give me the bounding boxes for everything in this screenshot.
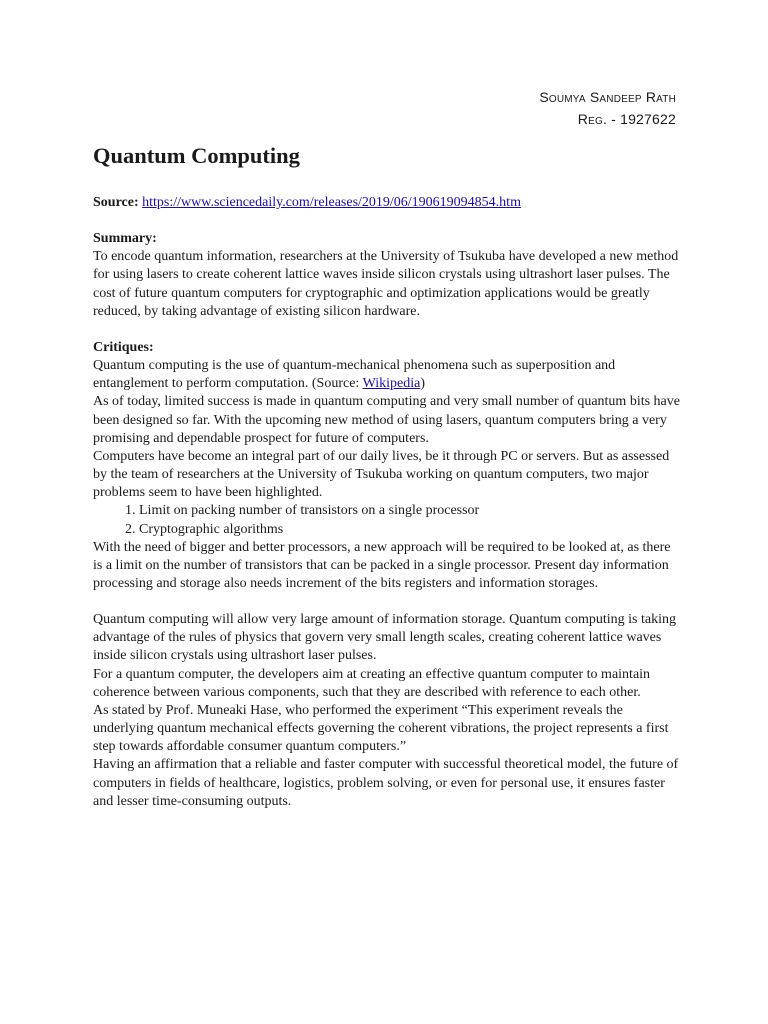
critiques-paragraph-3: Computers have become an integral part of our daily lives, be it through PC or servers. But as assessed by the team of researchers at the University of Tsukuba working on quantum computers, two major problems seem to have been highlighted. xyxy=(93,448,670,501)
registration-number: Reg. - 1927622 xyxy=(577,111,676,127)
page-title: Quantum Computing xyxy=(93,143,300,168)
source-label: Source: xyxy=(93,195,139,210)
critiques-paragraph-6: For a quantum computer, the developers aim at creating an effective quantum computer to maintain coherence between various components, such that they are described with reference to each other. xyxy=(93,666,651,700)
summary-paragraph: To encode quantum information, researchers at the University of Tsukuba have developed a new method for using lasers to create coherent lattice waves inside silicon crystals using ultrashort laser pulses. The cost of future quantum computers for cryptographic and optimization applications would be greatly reduced, by taking advantage of existing silicon hardware. xyxy=(93,249,679,319)
problems-list xyxy=(93,502,683,538)
critiques-paragraph-8: Having an affirmation that a reliable and faster computer with successful theoretical model, the future of computers in fields of healthcare, logistics, problem solving, or even for personal use, it ensures faster and lesser time-consuming outputs. xyxy=(93,757,679,809)
wikipedia-link[interactable]: Wikipedia xyxy=(362,376,421,392)
author-name: Soumya Sandeep Rath xyxy=(539,89,676,105)
source-link[interactable]: https://www.sciencedaily.com/releases/2019/06/190619094854.htm xyxy=(142,195,521,210)
list-item: 1. Limit on packing number of transistors on a single processor xyxy=(139,502,683,520)
source-line xyxy=(93,194,683,212)
critiques-paragraph-1-end: ) xyxy=(420,376,425,392)
author-header xyxy=(539,86,676,130)
spacer xyxy=(93,593,683,611)
spacer xyxy=(93,321,683,339)
summary-heading: Summary: xyxy=(93,231,157,247)
critiques-paragraph-2: As of today, limited success is made in quantum computing and very small number of quantum bits have been designed so far. With the upcoming new method of using lasers, quantum computers bring a very promising and dependable prospect for future of computers. xyxy=(93,394,680,446)
critiques-paragraph-1-text: Quantum computing is the use of quantum-mechanical phenomena such as superposition and entanglement to perform computation. (Source: xyxy=(93,358,616,392)
document-body xyxy=(93,140,683,811)
critiques-heading: Critiques: xyxy=(93,339,154,355)
critiques-paragraph-1 xyxy=(93,357,683,393)
critiques-paragraph-4: With the need of bigger and better processors, a new approach will be required to be looked at, as there is a limit on the number of transistors that can be packed in a single processor. Present day information processing and storage also needs increment of the bits registers and information storages. xyxy=(93,539,671,591)
critiques-paragraph-7: As stated by Prof. Muneaki Hase, who performed the experiment “This experiment reveals the underlying quantum mechanical effects governing the coherent vibrations, the project represents a first step towards affordable consumer quantum computers.” xyxy=(93,702,669,755)
list-item: 2. Cryptographic algorithms xyxy=(139,521,683,539)
critiques-paragraph-5: Quantum computing will allow very large amount of information storage. Quantum computing is taking advantage of the rules of physics that govern very small length scales, creating coherent lattice waves inside silicon crystals using ultrashort laser pulses. xyxy=(93,612,676,664)
